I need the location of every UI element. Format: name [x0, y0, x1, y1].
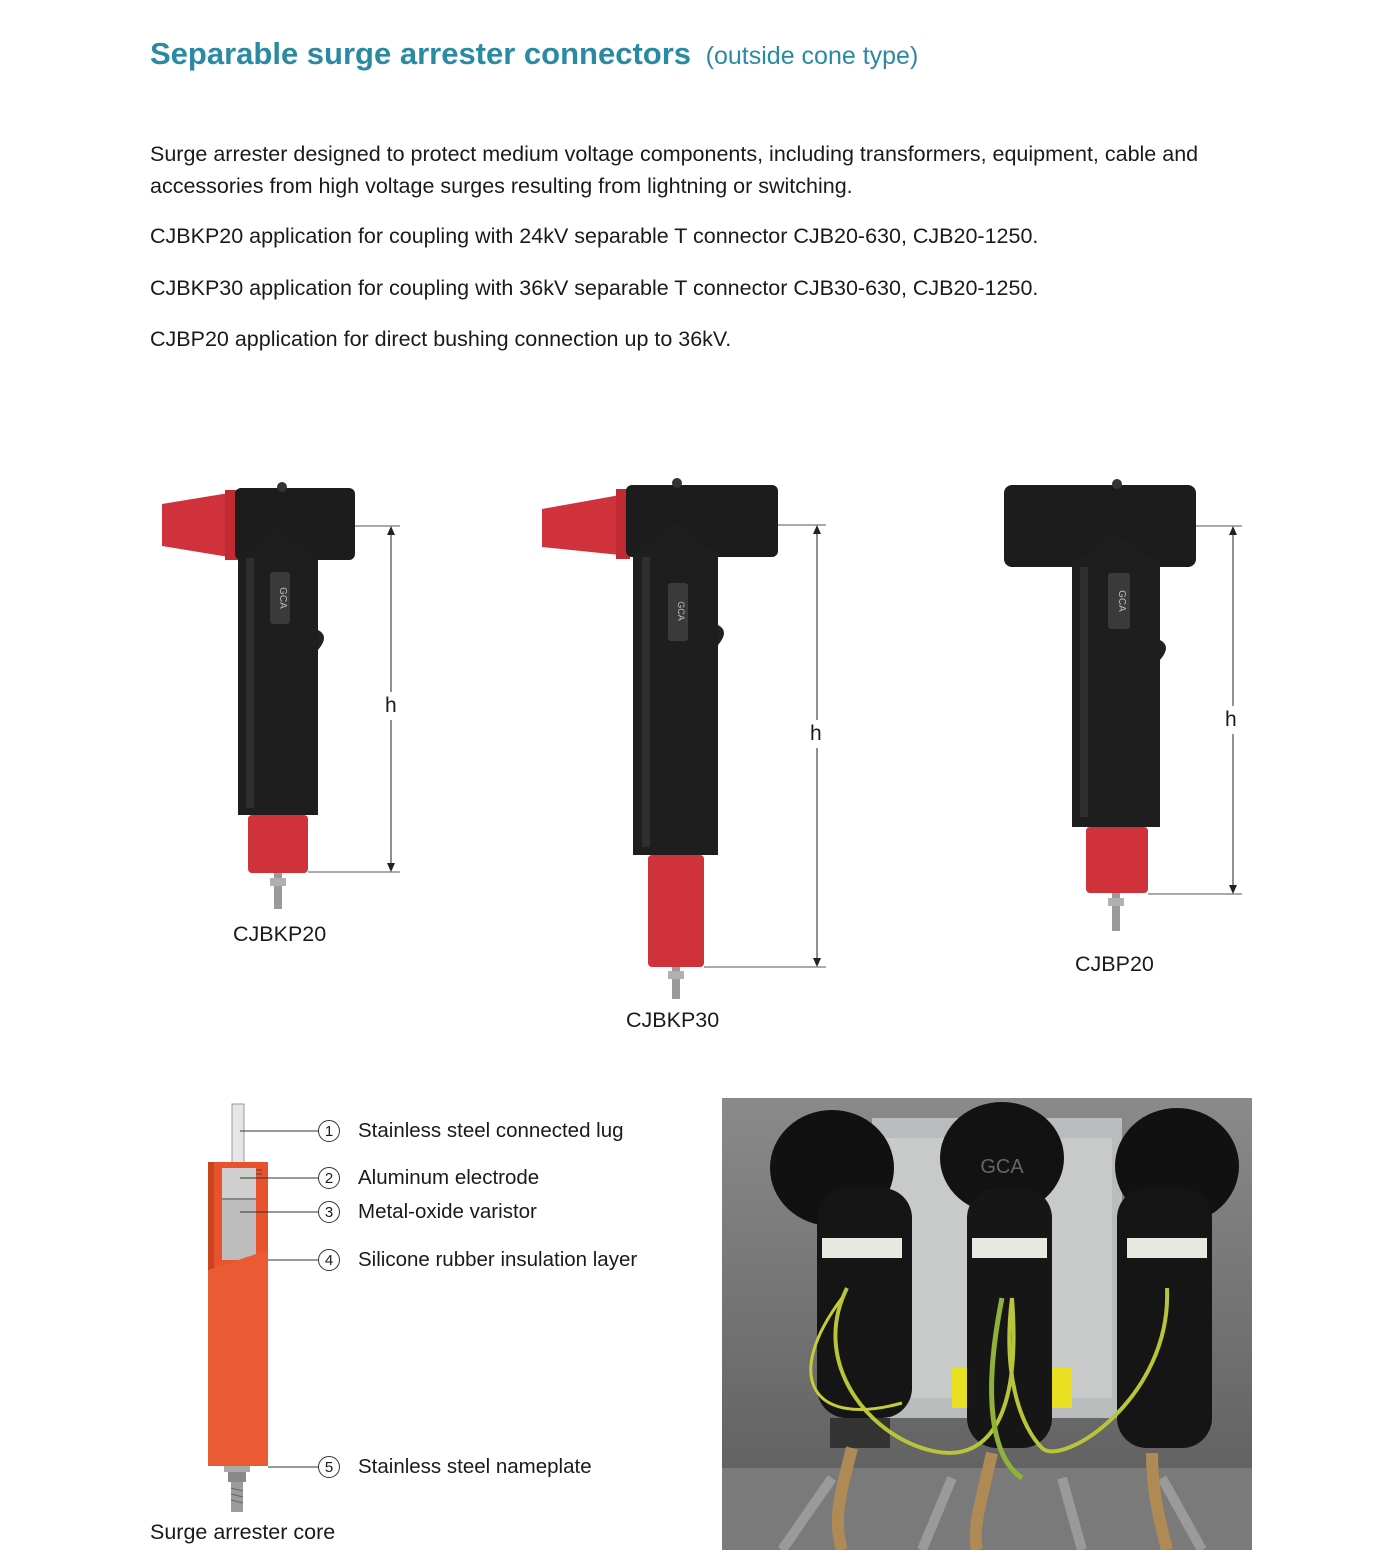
surge-arrester-core-diagram [200, 1100, 330, 1520]
intro-paragraph-3: CJBKP30 application for coupling with 36kV separable T connector CJB30-630, CJB20-1250. [150, 276, 1039, 300]
intro-paragraph-4: CJBP20 application for direct bushing connection up to 36kV. [150, 327, 732, 351]
gca-logo: GCA [277, 587, 288, 609]
part-number: 5 [318, 1456, 340, 1478]
caption-surge-arrester-core: Surge arrester core [150, 1520, 336, 1544]
part-label: Stainless steel nameplate [358, 1455, 592, 1478]
gca-logo: GCA [676, 601, 686, 621]
part-label: Metal-oxide varistor [358, 1200, 537, 1223]
gca-logo: GCA [1116, 590, 1127, 612]
part-label: Silicone rubber insulation layer [358, 1248, 638, 1271]
photo-gca-logo: GCA [980, 1156, 1024, 1178]
intro-paragraph-2: CJBKP20 application for coupling with 24kV separable T connector CJB20-630, CJB20-1250. [150, 224, 1039, 248]
core-part-1 [318, 1118, 624, 1144]
page-title [150, 36, 918, 72]
product-cjbp20-illustration [1000, 475, 1260, 935]
part-label: Aluminum electrode [358, 1166, 540, 1189]
product-cjbkp30-illustration [530, 475, 840, 995]
installation-photo-drawing [722, 1098, 1252, 1550]
product-cjbkp20-illustration [150, 470, 420, 920]
dimension-label-h-1: h [385, 692, 397, 720]
core-part-4 [318, 1247, 637, 1273]
part-number: 1 [318, 1120, 340, 1142]
caption-cjbp20: CJBP20 [1075, 952, 1154, 976]
caption-cjbkp30: CJBKP30 [626, 1008, 720, 1032]
dimension-label-h-2: h [810, 720, 822, 748]
core-part-3 [318, 1199, 537, 1225]
core-part-2 [318, 1165, 539, 1191]
part-number: 3 [318, 1201, 340, 1223]
installation-photo [722, 1098, 1252, 1550]
dimension-label-h-3: h [1225, 706, 1237, 734]
title-main: Separable surge arrester connectors [150, 36, 692, 71]
core-part-5 [318, 1454, 592, 1480]
intro-paragraph-1: Surge arrester designed to protect medium voltage components, including transformers, equipment, cable and accessories from high voltage surges resulting from lightning or switching. [150, 142, 1199, 198]
part-number: 4 [318, 1249, 340, 1271]
caption-cjbkp20: CJBKP20 [233, 922, 327, 946]
part-label: Stainless steel connected lug [358, 1119, 624, 1142]
title-subtitle: (outside cone type) [705, 42, 919, 70]
part-number: 2 [318, 1167, 340, 1189]
